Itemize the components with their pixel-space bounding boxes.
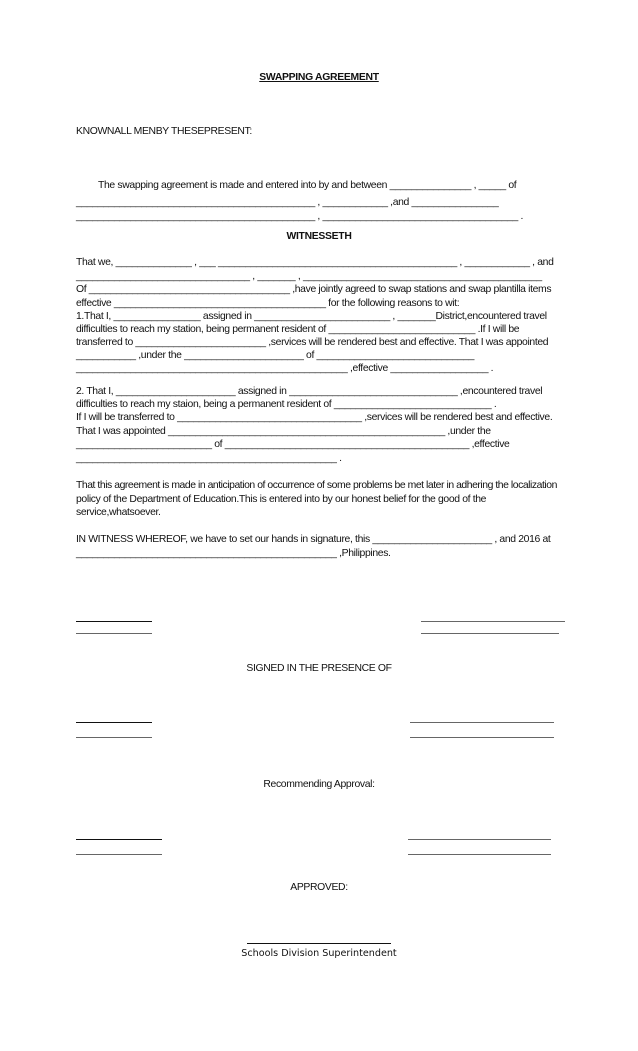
body-line: 2. That I, ______________________ assigned in _______________________________ ,encountered travel	[76, 386, 543, 397]
body-line: That we, ______________ , ___ ____________________________________________ , ____________ , and	[76, 257, 554, 268]
body-line: If I will be transferred to __________________________________ ,services will be rendered best and effective.	[76, 412, 553, 423]
signature-line	[76, 621, 152, 622]
signature-subline	[421, 633, 559, 634]
body-line: 1.That I, ________________ assigned in _________________________ , _______District,encountered travel	[76, 311, 547, 322]
signature-subline	[410, 737, 554, 738]
signature-line	[76, 722, 152, 723]
recommending-heading: Recommending Approval:	[263, 779, 375, 790]
signature-subline	[408, 854, 551, 855]
witness-line: ________________________________________________ ,Philippines.	[76, 548, 391, 559]
witnesseth-heading: WITNESSETH	[286, 231, 352, 242]
intro-line: The swapping agreement is made and entered into by and between _______________ , _____ of	[98, 180, 517, 191]
signature-subline	[76, 854, 162, 855]
salutation: KNOWNALL MENBY THESEPRESENT:	[76, 126, 252, 137]
signature-line	[76, 839, 162, 840]
body-line: difficulties to reach my staion, being a permanent resident of _____________________________ .	[76, 399, 497, 410]
closing-line: policy of the Department of Education.This is entered into by our honest belief for the good of the	[76, 494, 487, 505]
body-line: transferred to ________________________ ,services will be rendered best and effective. That I was appointed	[76, 337, 549, 348]
signature-subline	[76, 633, 152, 634]
body-line: Of _____________________________________ ,have jointly agreed to swap stations and swap plantilla items	[76, 284, 552, 295]
closing-line: That this agreement is made in anticipation of occurrence of some problems be met later in adhering the localization	[76, 480, 557, 491]
body-line: difficulties to reach my station, being permanent resident of ___________________________ .If I will be	[76, 324, 520, 335]
approved-heading: APPROVED:	[290, 882, 348, 893]
signature-subline	[76, 737, 152, 738]
closing-line: service,whatsoever.	[76, 507, 161, 518]
signature-line	[421, 621, 565, 622]
signed-presence-heading: SIGNED IN THE PRESENCE OF	[246, 663, 392, 674]
body-line: ________________________________________________ .	[76, 453, 342, 464]
body-line: _________________________ of _____________________________________________ ,effective	[76, 439, 510, 450]
body-line: ___________ ,under the ______________________ of _____________________________	[76, 350, 474, 361]
body-line: __________________________________________________ ,effective __________________ .	[76, 363, 494, 374]
intro-line: ____________________________________________ , ____________________________________ .	[76, 211, 523, 222]
body-line: ________________________________ , _______ , ____________________________________________	[76, 271, 542, 282]
body-line: That I was appointed ___________________________________________________ ,under the	[76, 426, 491, 437]
signature-line	[410, 722, 554, 723]
superintendent-title: Schools Division Superintendent	[241, 948, 397, 959]
superintendent-signature-line	[247, 943, 391, 944]
intro-line: ____________________________________________ , ____________ ,and ________________	[76, 197, 499, 208]
witness-line: IN WITNESS WHEREOF, we have to set our hands in signature, this ______________________ , and 2016 at	[76, 534, 551, 545]
body-line: effective _______________________________________ for the following reasons to wit:	[76, 298, 460, 309]
document-title: SWAPPING AGREEMENT	[259, 72, 379, 83]
signature-line	[408, 839, 551, 840]
